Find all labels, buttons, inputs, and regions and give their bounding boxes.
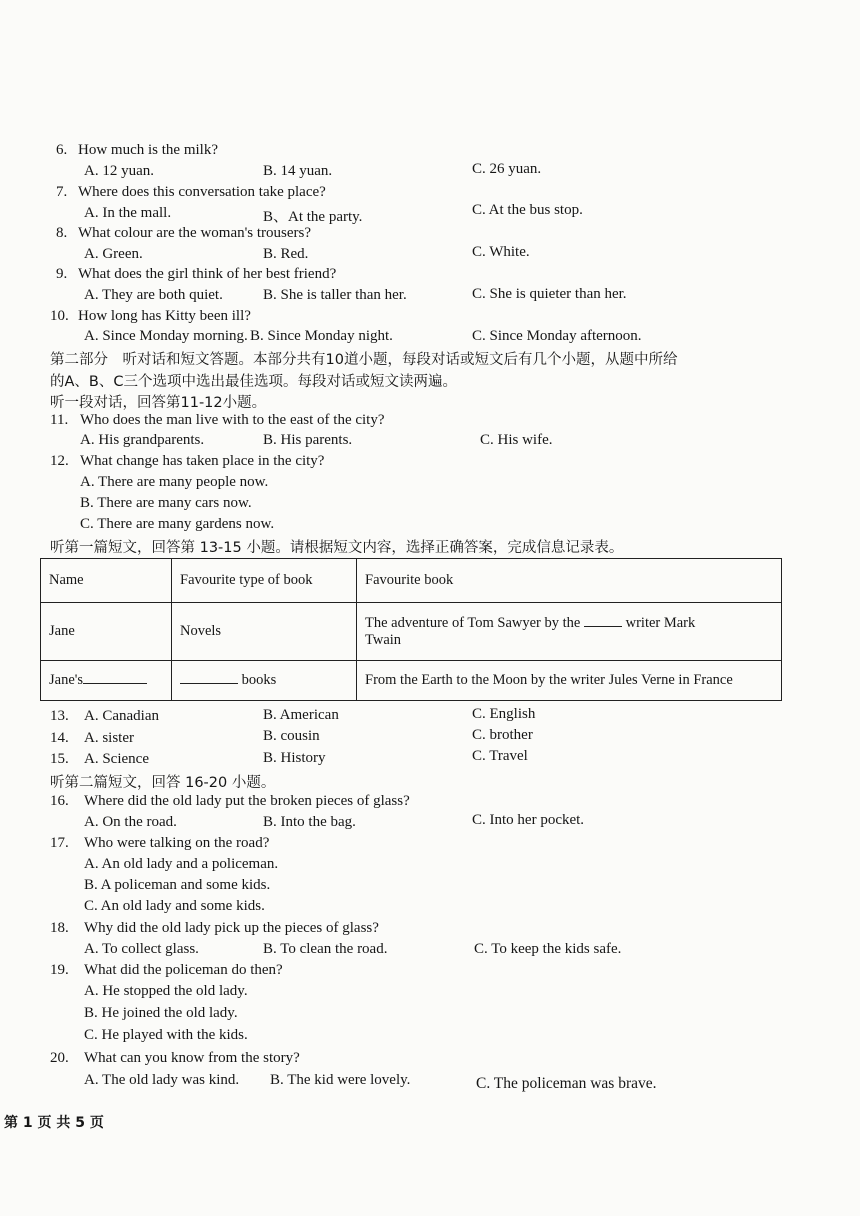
option-b: B. His parents. [263, 432, 353, 448]
option-a: A. He stopped the old lady. [84, 983, 248, 999]
option-a: A. The old lady was kind. [84, 1072, 240, 1088]
row1-type: Novels [172, 603, 357, 661]
option-a: A. 12 yuan. [84, 163, 154, 179]
row2-type [172, 661, 357, 701]
part2-instruction-line1: 第二部分 听对话和短文答题。本部分共有10道小题，每段对话或短文后有几个小题，从题中所给 [50, 352, 678, 368]
table-header-row [41, 559, 782, 603]
option-c: C. English [472, 706, 536, 722]
row2-book: From the Earth to the Moon by the writer Jules Verne in France [357, 661, 782, 701]
header-book: Favourite book [357, 559, 782, 603]
question-text: What did the policeman do then? [84, 962, 283, 978]
question-text: How long has Kitty been ill? [78, 308, 251, 324]
question-text: Who were talking on the road? [84, 835, 270, 851]
question-text: Where did the old lady put the broken pieces of glass? [84, 793, 410, 809]
question-number: 6. [56, 142, 68, 158]
answer-blank-15 [180, 683, 238, 684]
info-record-table [40, 558, 782, 701]
question-text: What change has taken place in the city? [80, 453, 325, 469]
question-text: What colour are the woman's trousers? [78, 225, 312, 241]
question-number: 18. [50, 920, 69, 936]
option-b: B. She is taller than her. [263, 287, 407, 303]
option-b: B. Red. [263, 246, 309, 262]
option-c: C. Travel [472, 748, 528, 764]
option-b: B. He joined the old lady. [84, 1005, 238, 1021]
option-a: A. His grandparents. [80, 432, 205, 448]
question-text: Where does this conversation take place? [78, 184, 326, 200]
option-c: C. White. [472, 244, 530, 260]
option-b: B. American [263, 707, 339, 723]
question-number: 7. [56, 184, 68, 200]
question-text: What does the girl think of her best friend? [78, 266, 337, 282]
question-number: 14. [50, 730, 69, 746]
option-c: C. She is quieter than her. [472, 286, 627, 302]
option-a: A. To collect glass. [84, 941, 199, 957]
question-number: 10. [50, 308, 69, 324]
option-a: A. Science [84, 751, 149, 767]
question-number: 13. [50, 708, 69, 724]
row2-name [41, 661, 172, 701]
option-c: C. To keep the kids safe. [474, 941, 622, 957]
option-b: B. The kid were lovely. [270, 1072, 411, 1088]
option-c: C. brother [472, 727, 533, 743]
option-c: C. 26 yuan. [472, 161, 542, 177]
option-b: B. A policeman and some kids. [84, 877, 271, 893]
option-c: C. He played with the kids. [84, 1027, 248, 1043]
table-row [41, 603, 782, 661]
option-a: A. An old lady and a policeman. [84, 856, 279, 872]
option-a: A. Green. [84, 246, 143, 262]
option-a: A. sister [84, 730, 134, 746]
option-c: C. The policeman was brave. [476, 1075, 657, 1092]
question-text: What can you know from the story? [84, 1050, 300, 1066]
row1-book-text-c: Twain [365, 631, 402, 648]
question-number: 19. [50, 962, 69, 978]
question-number: 17. [50, 835, 69, 851]
answer-blank-14 [83, 683, 147, 684]
question-number: 11. [50, 412, 69, 428]
option-a: A. They are both quiet. [84, 287, 223, 303]
question-text: Why did the old lady pick up the pieces of glass? [84, 920, 379, 936]
option-a: A. On the road. [84, 814, 177, 830]
row1-book-text-a: The adventure of Tom Sawyer by the [365, 614, 581, 631]
part2-instruction-line2: 的A、B、C三个选项中选出最佳选项。每段对话或短文读两遍。 [50, 374, 457, 390]
option-b: B. History [263, 750, 326, 766]
option-b: B. Since Monday night. [250, 328, 393, 344]
question-number: 16. [50, 793, 69, 809]
option-c: C. An old lady and some kids. [84, 898, 265, 914]
question-number: 15. [50, 751, 69, 767]
header-name: Name [41, 559, 172, 603]
option-b: B. 14 yuan. [263, 163, 333, 179]
row1-book [357, 603, 782, 661]
dialog-intro: 听一段对话，回答第11-12小题。 [50, 395, 267, 411]
option-c: C. There are many gardens now. [80, 516, 275, 532]
answer-blank-13 [584, 626, 622, 627]
question-text: How much is the milk? [78, 142, 218, 158]
option-a: A. Canadian [84, 708, 159, 724]
row1-book-text-b: writer Mark [625, 614, 696, 631]
option-b: B、At the party. [263, 209, 363, 225]
page-footer: 第 1 页 共 5 页 [4, 1115, 104, 1131]
option-b: B. cousin [263, 728, 320, 744]
option-a: A. In the mall. [84, 205, 172, 221]
option-c: C. His wife. [480, 432, 553, 448]
option-a: A. Since Monday morning. [84, 328, 248, 344]
option-c: C. At the bus stop. [472, 202, 583, 218]
header-type: Favourite type of book [172, 559, 357, 603]
question-number: 9. [56, 266, 68, 282]
passage2-intro: 听第二篇短文，回答 16-20 小题。 [50, 775, 276, 791]
option-b: B. Into the bag. [263, 814, 356, 830]
table-row [41, 661, 782, 701]
row2-type-text: books [241, 672, 277, 688]
question-number: 20. [50, 1050, 69, 1066]
option-b: B. To clean the road. [263, 941, 388, 957]
question-text: Who does the man live with to the east of the city? [80, 412, 385, 428]
option-a: A. There are many people now. [80, 474, 269, 490]
question-number: 8. [56, 225, 68, 241]
question-number: 12. [50, 453, 69, 469]
option-c: C. Into her pocket. [472, 812, 585, 828]
option-b: B. There are many cars now. [80, 495, 252, 511]
passage1-intro: 听第一篇短文，回答第 13-15 小题。请根据短文内容，选择正确答案，完成信息记录表。 [50, 540, 624, 556]
row2-name-text: Jane's [49, 672, 84, 688]
option-c: C. Since Monday afternoon. [472, 328, 642, 344]
row1-name: Jane [41, 603, 172, 661]
